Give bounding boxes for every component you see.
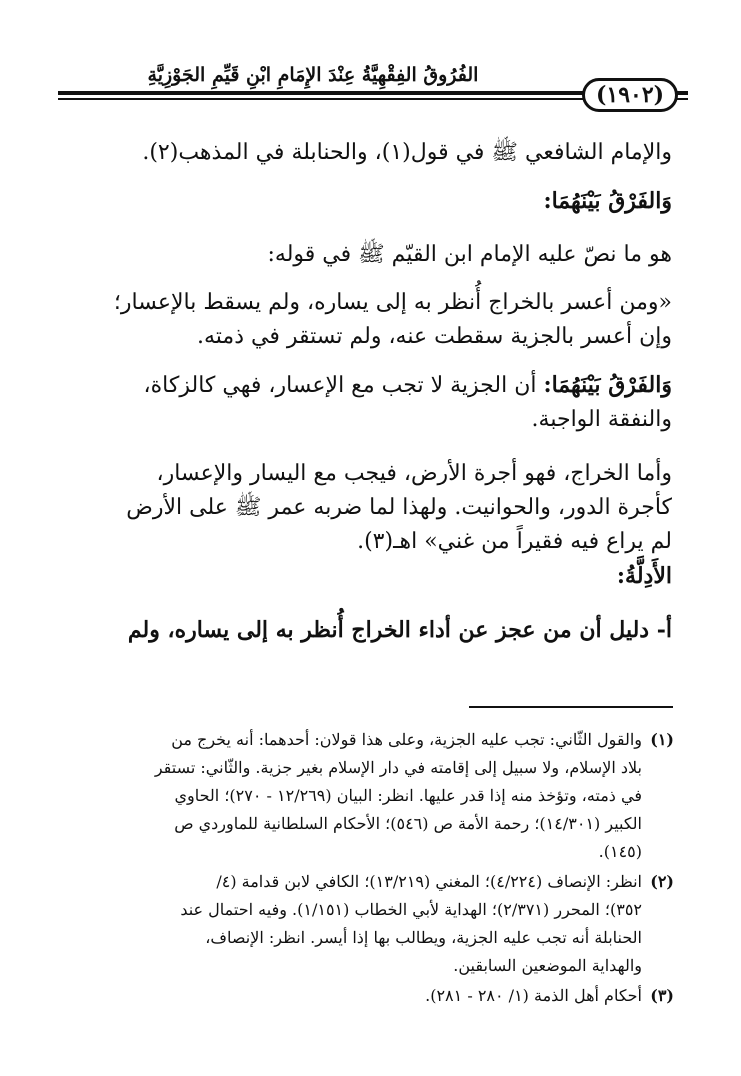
footnote-line: بلاد الإسلام، ولا سبيل إلى إقامته في دار الإسلام بغير جزية. والثّاني: تستقر [154,758,642,777]
footnote-number: (١) [650,730,674,749]
text-line-span: هو ما نصّ عليه الإمام ابن القيّم ﷺ في قوله: [267,242,672,267]
page-number: (١٩٠٢) [582,78,678,112]
footnote-line: ٣٥٢)؛ المحرر (٢/٣٧١)؛ الهداية لأبي الخطاب (١/١٥١). وفيه احتمال عند [180,900,642,919]
quote-line: «ومن أعسر بالخراج أُنظر به إلى يساره، ولم يسقط بالإعسار؛ [113,290,672,315]
footnote-line: والهداية الموضعين السابقين. [453,956,642,975]
footnote-body [70,726,642,866]
text-line [72,238,672,272]
footnotes [70,726,674,1012]
text-line: لم يراع فيه فقيراً من غني» اهـ(٣). [357,529,672,554]
footnote-body [70,982,642,1010]
footnote-body [70,868,642,980]
text-line: كأجرة الدور، والحوانيت. ولهذا لما ضربه عمر ﷺ على الأرض [126,495,672,520]
footnote-line: الحنابلة أنه تجب عليه الجزية، ويطالب بها إذا أيسر. انظر: الإنصاف، [205,928,642,947]
footnote-1 [70,726,674,866]
text-line: وأما الخراج، فهو أجرة الأرض، فيجب مع اليسار والإعسار، [156,461,672,486]
text-line: والنفقة الواجبة. [531,407,672,432]
inline-heading: وَالفَرْقُ بَيْنَهُمَا: [543,372,672,398]
book-title: الفُرُوقُ الفِقْهِيَّةُ عِنْدَ الإِمَامِ ابْنِ قَيِّمِ الجَوْزِيَّةِ [147,64,479,86]
main-text [72,136,672,647]
footnote-line: (١٤٥). [598,842,642,861]
footnote-line: أحكام أهل الذمة (١/ ٢٨٠ - ٢٨١). [425,986,642,1005]
text-line-span: أن الجزية لا تجب مع الإعسار، فهي كالزكاة، [143,373,544,398]
footnote-line: انظر: الإنصاف (٤/٢٢٤)؛ المغني (١٣/٢١٩)؛ الكافي لابن قدامة (٤/ [216,872,642,891]
text-line [72,368,672,403]
evidence-line: أ- دليل أن من عجز عن أداء الخراج أُنظر به إلى يساره، ولم [127,617,672,643]
section-heading: وَالفَرْقُ بَيْنَهُمَا: [543,188,672,214]
footnote-3 [70,982,674,1010]
footnote-number: (٢) [650,872,674,891]
section-heading: الأَدِلَّةُ: [616,563,672,589]
footnote-line: في ذمته، وتؤخذ منه إذا قدر عليها. انظر: البيان (١٢/٢٦٩ - ٢٧٠)؛ الحاوي [174,786,642,805]
footnote-separator [469,706,673,708]
footnote-line: والقول الثّاني: تجب عليه الجزية، وعلى هذا قولان: أحدهما: أنه يخرج من [171,730,642,749]
footnote-2 [70,868,674,980]
running-header [58,62,688,112]
footnote-number: (٣) [650,986,674,1005]
footnote-line: الكبير (١٤/٣٠١)؛ رحمة الأمة ص (٥٤٦)؛ الأحكام السلطانية للماوردي ص [174,814,642,833]
text-line: والإمام الشافعي ﷺ في قول(١)، والحنابلة في المذهب(٢). [142,140,672,165]
quote-line: وإن أعسر بالجزية سقطت عنه، ولم تستقر في ذمته. [197,324,672,349]
